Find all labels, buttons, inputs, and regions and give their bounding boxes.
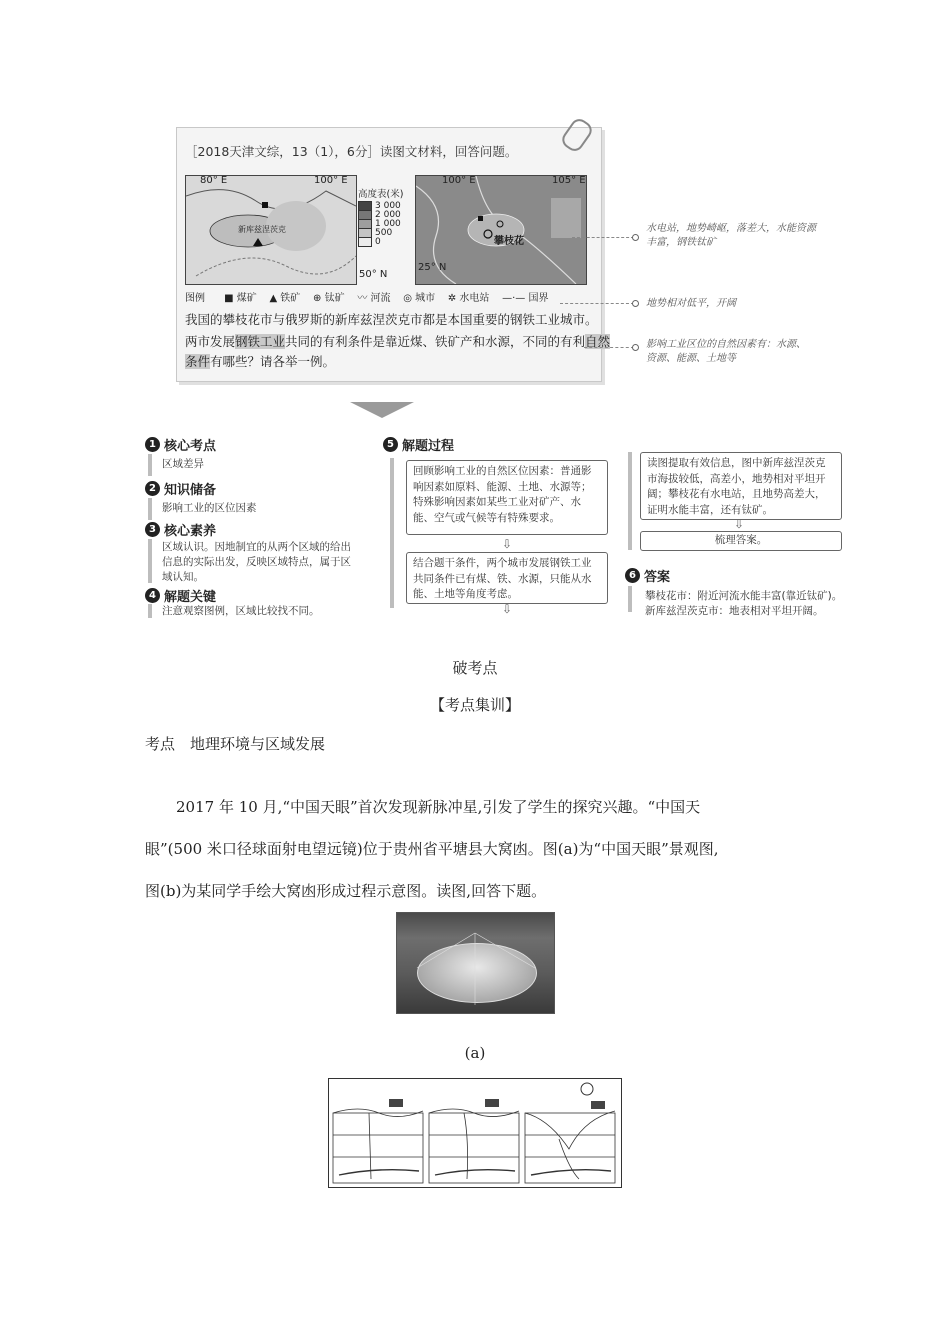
number-3-icon: 3 — [145, 522, 160, 537]
map-novokuznetsk — [185, 175, 357, 285]
map1-lon-right: 100° E — [314, 175, 348, 186]
elevation-level: 1 000 — [358, 219, 408, 228]
number-5-icon: 5 — [383, 437, 398, 452]
note-connector — [584, 347, 634, 348]
flow-arrow-bar — [628, 586, 632, 612]
map2-lon-right: 105° E — [552, 175, 586, 186]
question-header: ［2018天津文综，13（1），6分］读图文材料，回答问题。 — [185, 144, 518, 159]
step-process: 5 解题过程 — [383, 435, 454, 454]
elevation-level: 0 — [358, 237, 408, 246]
note-dot-icon — [632, 234, 639, 241]
elevation-legend-title: 高度表(米) — [358, 188, 404, 200]
legend-titanium-icon: ⊕ 钛矿 — [313, 293, 345, 304]
down-arrow-icon: ⇩ — [502, 602, 513, 616]
answer-2: 新库兹涅茨克市：地表相对平坦开阔。 — [645, 605, 824, 617]
flow-arrow-bar — [148, 454, 152, 476]
process-box-3: 读图提取有效信息，图中新库兹涅茨克 市海拔较低，高差小，地势相对平坦开 阔；攀枝花有水电站，且地势高差大， 证明水能丰富，还有钛矿。 — [640, 452, 842, 520]
legend-city-icon: ◎ 城市 — [403, 293, 436, 304]
diagram-graphic — [329, 1079, 621, 1187]
question-line-2: 条件有哪些？请各举一例。 — [185, 354, 336, 369]
answer-1: 攀枝花市：附近河流水能丰富(靠近钛矿)。 — [645, 590, 843, 602]
paragraph-line-3: 图(b)为某同学手绘大窝凼形成过程示意图。读图,回答下题。 — [145, 882, 547, 900]
map2-city-label: 攀枝花 — [494, 236, 524, 247]
core-point-text: 区域差异 — [162, 458, 204, 470]
number-2-icon: 2 — [145, 481, 160, 496]
number-6-icon: 6 — [625, 568, 640, 583]
flow-arrow-bar — [148, 539, 152, 583]
process-box-2: 结合题干条件，两个城市发展钢铁工业 共同条件已有煤、铁、水源，只能从水 能、土地等角度考虑。 — [406, 552, 608, 604]
question-card — [176, 127, 611, 382]
number-4-icon: 4 — [145, 588, 160, 603]
note-dot-icon — [632, 344, 639, 351]
map1-city-label: 新库兹涅茨克 — [238, 225, 286, 234]
map2-lat: 25° N — [418, 262, 447, 273]
step-answer: 6 答案 — [625, 566, 670, 585]
map-panzhihua — [415, 175, 587, 285]
legend-label: 图例 — [185, 293, 205, 304]
flow-arrow-bar — [148, 604, 152, 618]
knowledge-text: 影响工业的区位因素 — [162, 502, 257, 514]
map1-lat: 50° N — [359, 269, 388, 280]
process-box-1: 回顾影响工业的自然区位因素：普通影 响因素如原料、能源、土地、水源等； 特殊影响因素如某些工业对矿产、水 能、空气或气候等有特殊要求。 — [406, 460, 608, 535]
map-legend — [185, 289, 548, 304]
annotation-note-1: 水电站，地势崎岖，落差大，水能资源 丰富，钢铁钛矿 — [646, 223, 816, 248]
paragraph-line-1: 2017 年 10 月,“中国天眼”首次发现新脉冲星,引发了学生的探究兴趣。“中国天 — [176, 798, 701, 816]
down-arrow-icon: ⇩ — [502, 537, 513, 551]
map2-lon-left: 100° E — [442, 175, 476, 186]
elevation-level: 3 000 — [358, 201, 408, 210]
elevation-legend — [358, 188, 408, 246]
annotation-note-2: 地势相对低平，开阔 — [646, 298, 736, 309]
note-dot-icon — [632, 300, 639, 307]
legend-hydropower-icon: ✲ 水电站 — [447, 293, 490, 304]
step-literacy: 3 核心素养 — [145, 520, 216, 539]
question-line-1: 两市发展钢铁工业共同的有利条件是靠近煤、铁矿产和水源，不同的有利自然 — [185, 334, 611, 349]
step-knowledge: 2 知识储备 — [145, 479, 216, 498]
material-line-1: 我国的攀枝花市与俄罗斯的新库兹涅茨克市都是本国重要的钢铁工业城市。 — [185, 312, 598, 327]
step-core-point: 1 核心考点 — [145, 435, 216, 454]
note-connector — [560, 303, 634, 304]
note-connector — [572, 237, 634, 238]
down-arrow-icon — [350, 402, 414, 418]
elevation-level: 500 — [358, 228, 408, 237]
flow-arrow-bar — [390, 458, 394, 608]
doline-formation-diagram — [328, 1078, 622, 1188]
map1-lon-left: 80° E — [200, 175, 228, 186]
number-1-icon: 1 — [145, 437, 160, 452]
down-arrow-icon: ⇩ — [734, 517, 745, 531]
fast-telescope-photo — [396, 912, 555, 1014]
section-title: 破考点 — [452, 659, 498, 677]
flow-arrow-bar — [628, 452, 632, 550]
topic-heading: 考点 地理环境与区域发展 — [145, 735, 326, 753]
subsection-title: 【考点集训】 — [429, 696, 520, 714]
legend-coal-icon: ■ 煤矿 — [224, 293, 257, 304]
legend-border-icon: —·— 国界 — [502, 293, 549, 304]
step-key: 4 解题关键 — [145, 586, 216, 605]
legend-river-icon: 〰 河流 — [357, 293, 391, 304]
literacy-text: 区域认识。因地制宜的从两个区域的给出 信息的实际出发，反映区域特点，属于区 域认知。 — [162, 541, 351, 583]
legend-iron-icon: ▲ 铁矿 — [269, 293, 301, 304]
key-text: 注意观察图例，区域比较找不同。 — [162, 605, 320, 617]
paragraph-line-2: 眼”(500 米口径球面射电望远镜)位于贵州省平塘县大窝凼。图(a)为“中国天眼”景观图, — [145, 840, 719, 858]
elevation-level: 2 000 — [358, 210, 408, 219]
flow-arrow-bar — [148, 498, 152, 520]
process-box-4: 梳理答案。 — [640, 531, 842, 551]
annotation-note-3: 影响工业区位的自然因素有：水源、 资源、能源、土地等 — [646, 339, 806, 364]
caption-a: (a) — [464, 1044, 486, 1062]
photo-overlay — [397, 913, 554, 1013]
